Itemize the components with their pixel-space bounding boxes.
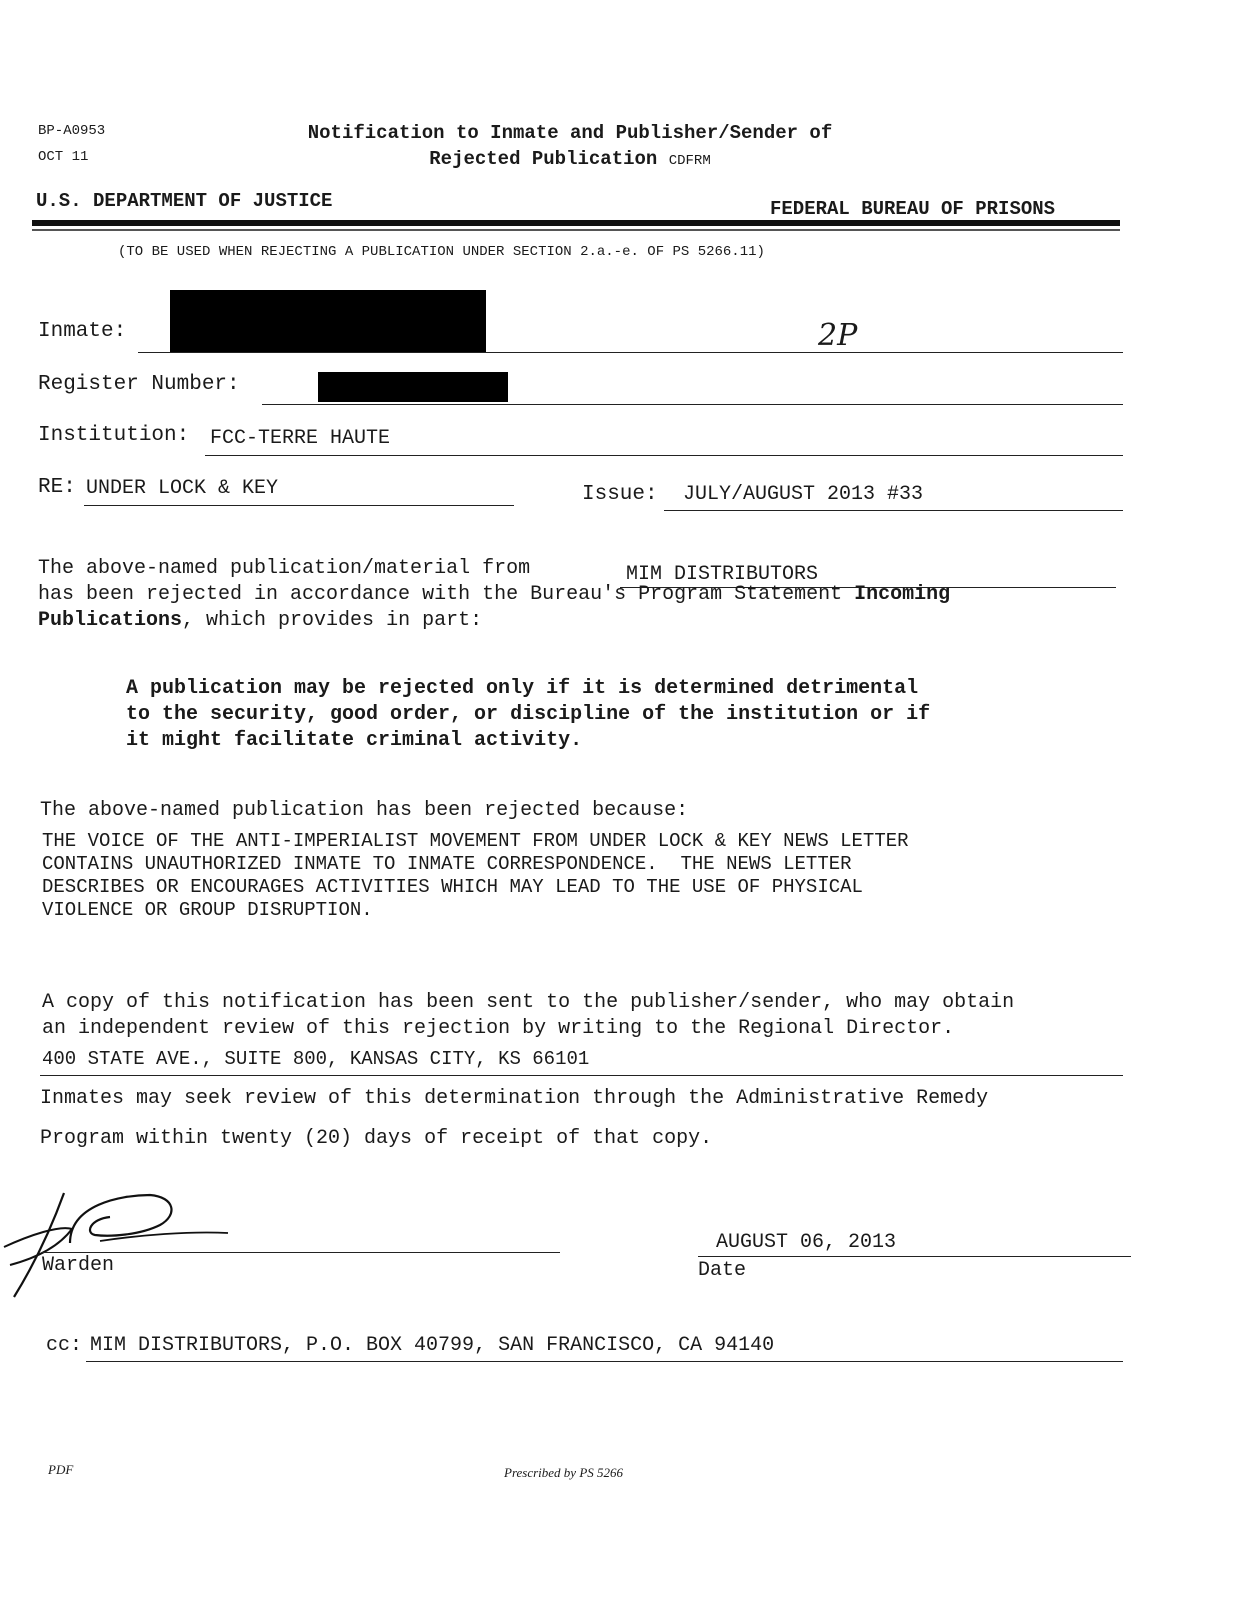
re-label: RE: [38,476,76,499]
rejection-statement-suffix: , which provides in part: [182,609,483,632]
policy-quote-line3: it might facilitate criminal activity. [126,729,583,752]
rejection-statement-line2 [38,582,950,608]
publisher-name: MIM DISTRIBUTORS [626,563,819,586]
usage-instruction: (TO BE USED WHEN REJECTING A PUBLICATION UNDER SECTION 2.a.-e. OF PS 5266.11) [118,244,765,260]
rejection-reason-line3: DESCRIBES OR ENCOURAGES ACTIVITIES WHICH MAY LEAD TO THE USE OF PHYSICAL [42,876,863,898]
department-name: U.S. DEPARTMENT OF JUSTICE [36,190,333,212]
inmate-label: Inmate: [38,320,127,343]
inmate-name-redaction [170,290,486,352]
rejection-reason-intro: The above-named publication has been rejected because: [40,799,689,822]
rejection-reason-line1: THE VOICE OF THE ANTI-IMPERIALIST MOVEMENT FROM UNDER LOCK & KEY NEWS LETTER [42,830,909,852]
rejection-statement-line1 [38,556,530,582]
form-title-text: Rejected Publication [429,148,658,170]
inmate-review-line2: Program within twenty (20) days of receipt of that copy. [40,1127,713,1150]
address-line [40,1075,1123,1076]
footer-prescribed: Prescribed by PS 5266 [504,1465,624,1480]
program-statement-name-part1: Incoming [854,583,951,606]
issue-label: Issue: [582,483,658,506]
rejection-statement-text: has been rejected in accordance with the Bureau's Program Statement [38,583,843,606]
re-value: UNDER LOCK & KEY [86,477,279,500]
date-label: Date [698,1259,747,1282]
rejection-statement-line3 [38,608,482,634]
register-number-label: Register Number: [38,373,240,396]
review-notice-line2: an independent review of this rejection by writing to the Regional Director. [42,1017,955,1040]
inmate-handwritten-note: 2P [818,318,858,353]
inmate-review-line1: Inmates may seek review of this determination through the Administrative Remedy [40,1087,989,1110]
form-title-suffix: CDFRM [668,153,711,169]
form-title-line1: Notification to Inmate and Publisher/Sender of [307,122,833,144]
form-number: BP-A0953 [38,123,106,139]
issue-line [664,510,1123,511]
rejection-reason-line4: VIOLENCE OR GROUP DISRUPTION. [42,899,373,921]
warden-signature [0,1185,240,1305]
cc-label: cc: [46,1334,83,1357]
header-rule [32,220,1120,226]
signature-date: AUGUST 06, 2013 [716,1231,897,1254]
date-line [698,1256,1131,1257]
re-line [84,505,514,506]
regional-director-address: 400 STATE AVE., SUITE 800, KANSAS CITY, KS 66101 [42,1048,590,1070]
rejection-reason-line2: CONTAINS UNAUTHORIZED INMATE TO INMATE CORRESPONDENCE. THE NEWS LETTER [42,853,852,875]
institution-line [205,455,1123,456]
form-date: OCT 11 [38,149,89,165]
institution-value: FCC-TERRE HAUTE [210,427,391,450]
program-statement-name-part2: Publications [38,609,183,632]
institution-label: Institution: [38,424,190,447]
inmate-field-line [138,352,1123,353]
warden-signature-line [42,1252,560,1253]
rejection-statement-prefix: The above-named publication/material from [38,557,531,580]
cc-line [86,1361,1123,1362]
register-number-line [262,404,1123,405]
issue-value: JULY/AUGUST 2013 #33 [683,483,924,506]
form-title-line2 [250,148,890,170]
review-notice-line1: A copy of this notification has been sent to the publisher/sender, who may obtain [42,991,1015,1014]
register-number-redaction [318,372,508,402]
footer-pdf-label: PDF [48,1462,74,1477]
policy-quote-line2: to the security, good order, or discipline of the institution or if [126,703,931,726]
policy-quote-line1: A publication may be rejected only if it is determined detrimental [126,677,919,700]
warden-label: Warden [42,1254,115,1277]
cc-recipient: MIM DISTRIBUTORS, P.O. BOX 40799, SAN FRANCISCO, CA 94140 [90,1334,775,1357]
bureau-name: FEDERAL BUREAU OF PRISONS [770,198,1056,220]
header-rule-thin [32,229,1120,231]
